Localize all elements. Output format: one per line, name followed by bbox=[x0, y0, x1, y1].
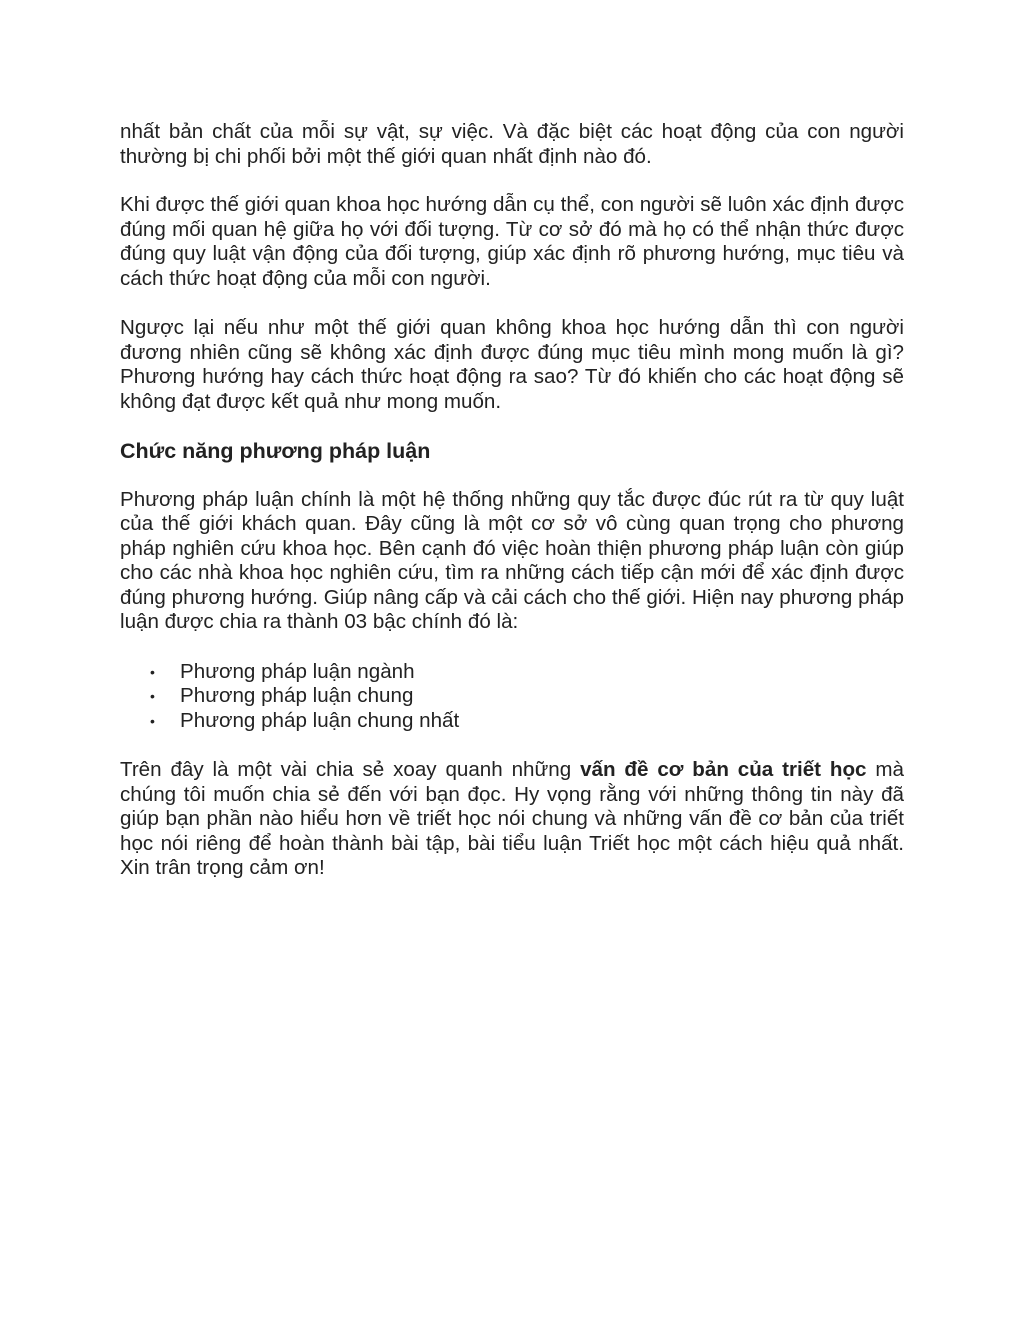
document-page bbox=[120, 120, 904, 881]
methodology-levels-list bbox=[120, 660, 904, 734]
paragraph-scientific-worldview: Khi được thế giới quan khoa học hướng dẫn cụ thể, con người sẽ luôn xác định được đúng mối quan hệ giữa họ với đối tượng. Từ cơ sở đó mà họ có thể nhận thức được đúng quy luật vận động của đối tượng, giúp xác định rõ phương hướng, mục tiêu và cách thức hoạt động của mỗi con người. bbox=[120, 193, 904, 290]
list-item bbox=[150, 708, 904, 734]
list-item-label: Phương pháp luận ngành bbox=[180, 659, 415, 683]
list-item-label: Phương pháp luận chung nhất bbox=[180, 708, 460, 732]
bullet-icon: • bbox=[150, 663, 155, 680]
bullet-icon: • bbox=[150, 688, 155, 704]
conclusion-text-before: Trên đây là một vài chia sẻ xoay quanh những bbox=[120, 758, 581, 781]
section-heading: Chức năng phương pháp luận bbox=[120, 439, 431, 463]
conclusion-keyword: vấn đề cơ bản của triết học bbox=[580, 758, 867, 781]
list-item bbox=[150, 659, 904, 685]
list-item bbox=[150, 684, 904, 709]
paragraph-worldview-essence: nhất bản chất của mỗi sự vật, sự việc. Và đặc biệt các hoạt động của con người thường bị chi phối bởi một thế giới quan nhất định nào đó. bbox=[120, 120, 904, 168]
conclusion-text-after: mà chúng tôi muốn chia sẻ đến với bạn đọc. Hy vọng rằng với những thông tin này đã giúp bạn phần nào hiểu hơn về triết học nói chung và những vấn đề cơ bản của triết học nói riêng để hoàn thành bài tập, bài tiểu luận Triết học một cách hiệu quả nhất. Xin trân trọng cảm ơn! bbox=[120, 758, 904, 879]
bullet-icon: • bbox=[150, 712, 155, 729]
paragraph-methodology-intro: Phương pháp luận chính là một hệ thống những quy tắc được đúc rút ra từ quy luật của thế giới khách quan. Đây cũng là một cơ sở vô cùng quan trọng cho phương pháp nghiên cứu khoa học. Bên cạnh đó việc hoàn thiện phương pháp luận còn giúp cho các nhà khoa học nghiên cứu, tìm ra những cách tiếp cận mới để xác định được đúng phương hướng. Giúp nâng cấp và cải cách cho thế giới. Hiện nay phương pháp luận được chia ra thành 03 bậc chính đó là: bbox=[120, 487, 904, 633]
paragraph-conclusion bbox=[120, 758, 904, 881]
list-item-label: Phương pháp luận chung bbox=[180, 684, 414, 707]
paragraph-unscientific-worldview: Ngược lại nếu như một thế giới quan không khoa học hướng dẫn thì con người đương nhiên cũng sẽ không xác định được đúng mục tiêu mình mong muốn là gì? Phương hướng hay cách thức hoạt động ra sao? Từ đó khiến cho các hoạt động sẽ không đạt được kết quả như mong muốn. bbox=[120, 316, 904, 413]
